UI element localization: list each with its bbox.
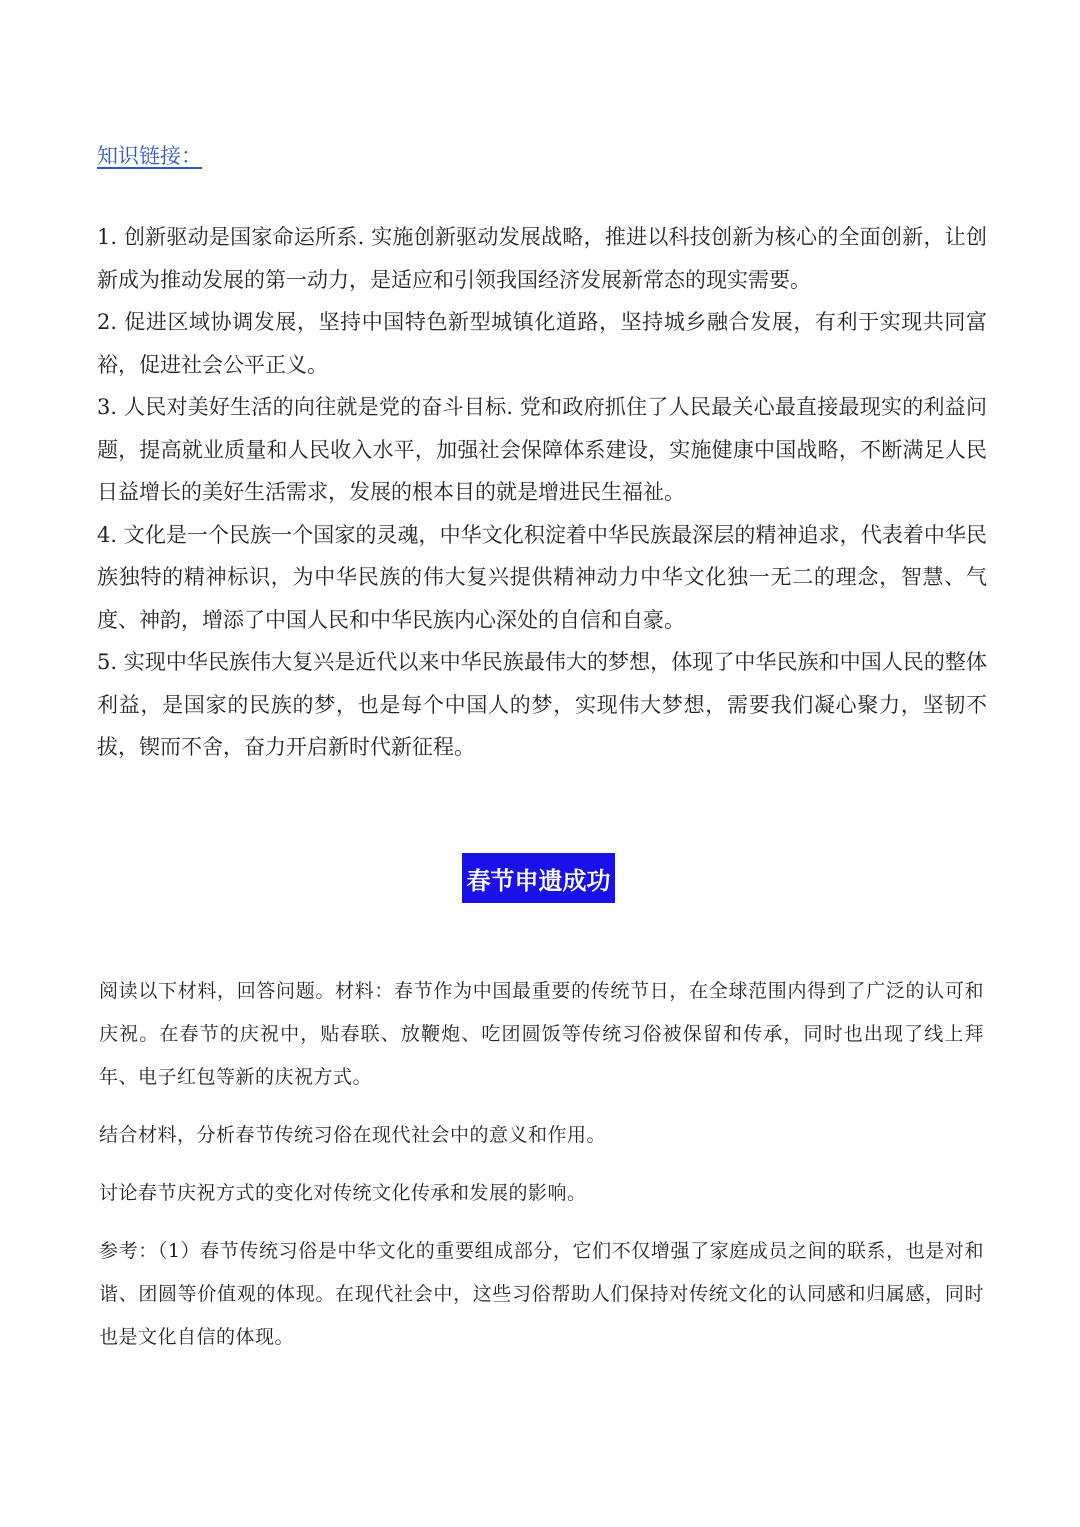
topic-content: [99, 970, 984, 1359]
knowledge-item-4: 4. 文化是一个民族一个国家的灵魂，中华文化积淀着中华民族最深层的精神追求，代表着中华民族独特的精神标识，为中华民族的伟大复兴提供精神动力中华文化独一无二的理念，智慧、气度、神韵，增添了中国人民和中华民族内心深处的自信和自豪。: [97, 522, 987, 632]
knowledge-item-2: 2. 促进区域协调发展，坚持中国特色新型城镇化道路，坚持城乡融合发展，有利于实现共同富裕，促进社会公平正义。: [97, 310, 987, 377]
knowledge-item-3: 3. 人民对美好生活的向往就是党的奋斗目标. 党和政府抓住了人民最关心最直接最现实的利益问题，提高就业质量和人民收入水平，加强社会保障体系建设，实施健康中国战略，不断满足人民日益增长的美好生活需求，发展的根本目的就是增进民生福祉。: [97, 395, 987, 504]
reference-answer: 参考：（1）春节传统习俗是中华文化的重要组成部分，它们不仅增强了家庭成员之间的联系，也是对和谐、团圆等价值观的体现。在现代社会中，这些习俗帮助人们保持对传统文化的认同感和归属感，同时也是文化自信的体现。: [99, 1240, 984, 1348]
question-1: 结合材料，分析春节传统习俗在现代社会中的意义和作用。: [99, 1124, 607, 1146]
knowledge-item-5: 5. 实现中华民族伟大复兴是近代以来中华民族最伟大的梦想，体现了中华民族和中国人民的整体利益，是国家的民族的梦，也是每个中国人的梦，实现伟大梦想，需要我们凝心聚力，坚韧不拔，锲而不舍，奋力开启新时代新征程。: [97, 650, 987, 759]
topic-title: 春节申遗成功: [462, 853, 615, 903]
knowledge-list: [97, 216, 987, 769]
question-2: 讨论春节庆祝方式的变化对传统文化传承和发展的影响。: [99, 1182, 587, 1204]
knowledge-item-1: 1. 创新驱动是国家命运所系. 实施创新驱动发展战略，推进以科技创新为核心的全面创新，让创新成为推动发展的第一动力，是适应和引领我国经济发展新常态的现实需要。: [97, 225, 987, 292]
material-paragraph: 阅读以下材料，回答问题。材料：春节作为中国最重要的传统节日，在全球范围内得到了广泛的认可和庆祝。在春节的庆祝中，贴春联、放鞭炮、吃团圆饭等传统习俗被保留和传承，同时也出现了线上拜年、电子红包等新的庆祝方式。: [99, 980, 984, 1088]
knowledge-link-heading[interactable]: 知识链接：: [97, 144, 202, 168]
